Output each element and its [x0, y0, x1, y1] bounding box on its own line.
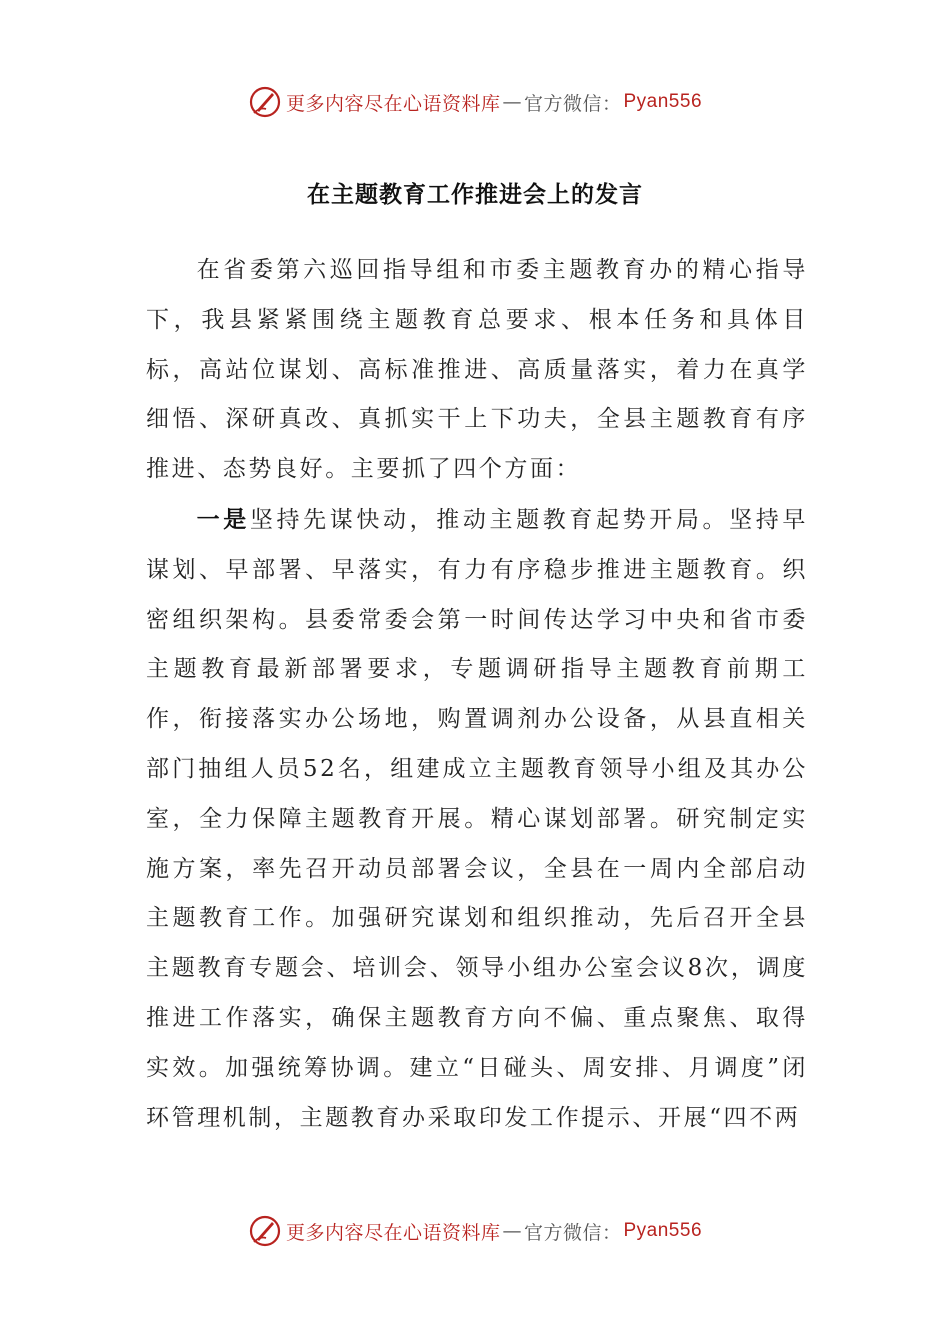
document-title: 在主题教育工作推进会上的发言	[307, 181, 643, 208]
paragraph-point-one	[146, 495, 808, 1143]
footer-watermark	[0, 1211, 950, 1251]
watermark-wechat-id: Pyan556	[623, 1220, 703, 1241]
document-body	[146, 246, 808, 1143]
watermark-wechat-label: 官方微信：	[523, 92, 622, 115]
watermark-wechat-id: Pyan556	[623, 91, 703, 112]
header-watermark	[0, 82, 950, 122]
paragraph-point-one-text: 坚持先谋快动，推动主题教育起势开局。坚持早谋划、早部署、早落实，有力有序稳步推进主题教育。织密组织架构。县委常委会第一时间传达学习中央和省市委主题教育最新部署要求，专题调研指导主题教育前期工作，衔接落实办公场地，购置调剂办公设备，从县直相关部门抽组人员52名，组建成立主题教育领导小组及其办公室，全力保障主题教育开展。精心谋划部署。研究制定实施方案，率先召开动员部署会议，全县在一周内全部启动主题教育工作。加强研究谋划和组织推动，先后召开全县主题教育专题会、培训会、领导小组办公室会议8次，调度推进工作落实，确保主题教育方向不偏、重点聚焦、取得实效。加强统筹协调。建立“日碰头、周安排、月调度”闭环管理机制，主题教育办采取印发工作提示、开展“四不两	[146, 506, 808, 1131]
watermark-dash: —	[502, 91, 522, 113]
quill-pen-circle-icon	[248, 1214, 282, 1248]
paragraph-intro: 在省委第六巡回指导组和市委主题教育办的精心指导下，我县紧紧围绕主题教育总要求、根本任务和具体目标，高站位谋划、高标准推进、高质量落实，着力在真学细悟、深研真改、真抓实干上下功夫，全县主题教育有序推进、态势良好。主要抓了四个方面：	[146, 257, 808, 483]
quill-pen-circle-icon	[248, 85, 282, 119]
watermark-text: 更多内容尽在心语资料库	[285, 1221, 501, 1244]
watermark-text: 更多内容尽在心语资料库	[285, 92, 501, 115]
watermark-wechat-label: 官方微信：	[523, 1221, 622, 1244]
watermark-dash: —	[502, 1220, 522, 1242]
paragraph-lead-label: 一是	[196, 505, 250, 533]
